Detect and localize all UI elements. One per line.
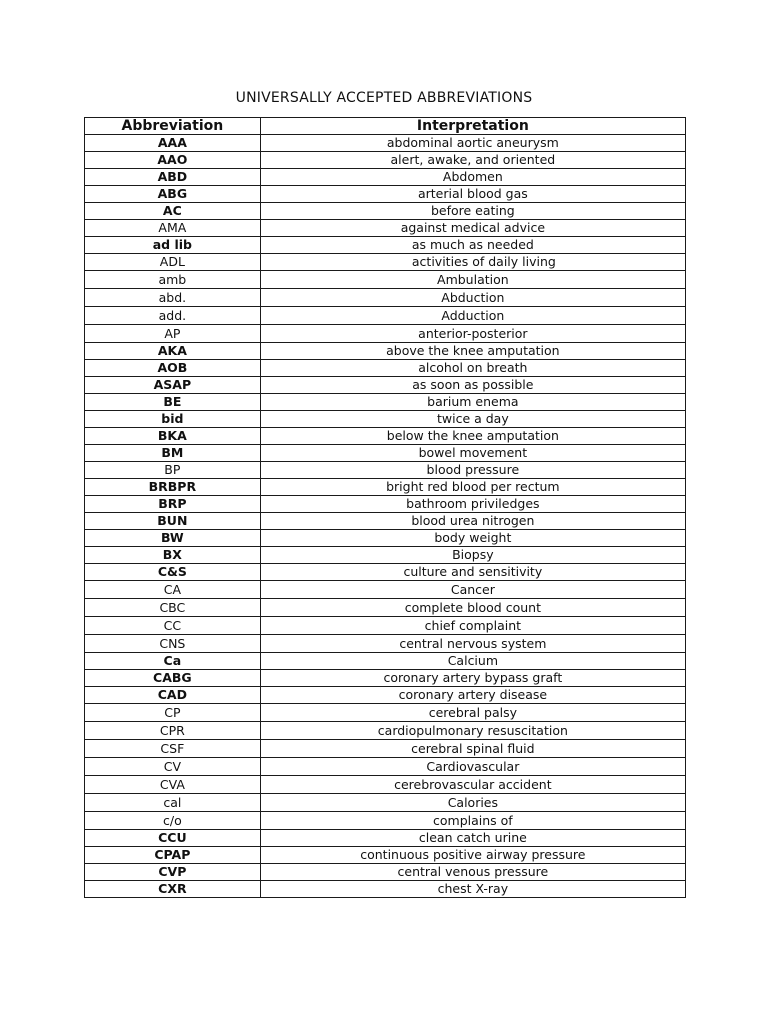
table-row [85,794,686,812]
table-row [85,394,686,411]
table-row [85,343,686,360]
abbreviation-cell: CV [85,758,261,776]
interpretation-cell: anterior-posterior [260,325,685,343]
interpretation-column-header: Interpretation [260,118,685,135]
interpretation-cell: cerebral palsy [260,704,685,722]
table-row [85,776,686,794]
interpretation-cell: above the knee amputation [260,343,685,360]
table-row [85,445,686,462]
interpretation-cell: central venous pressure [260,864,685,881]
abbreviation-cell: cal [85,794,261,812]
interpretation-cell: arterial blood gas [260,186,685,203]
table-row [85,670,686,687]
table-row [85,687,686,704]
table-header-row [85,118,686,135]
interpretation-cell: coronary artery disease [260,687,685,704]
table-row [85,462,686,479]
interpretation-cell: Calories [260,794,685,812]
abbreviation-cell: CPR [85,722,261,740]
table-row [85,411,686,428]
interpretation-cell: barium enema [260,394,685,411]
abbreviation-cell: abd. [85,289,261,307]
table-body [85,135,686,898]
table-row [85,812,686,830]
table-row [85,864,686,881]
abbreviation-cell: CSF [85,740,261,758]
abbreviation-cell: C&S [85,564,261,581]
abbreviation-cell: AKA [85,343,261,360]
table-row [85,617,686,635]
abbreviation-cell: CNS [85,635,261,653]
interpretation-cell: chest X-ray [260,881,685,898]
table-row [85,653,686,670]
abbreviation-cell: ad lib [85,237,261,254]
table-row [85,530,686,547]
table-row [85,135,686,152]
abbreviation-cell: AC [85,203,261,220]
abbreviation-cell: CXR [85,881,261,898]
table-row [85,271,686,289]
abbreviation-cell: ABD [85,169,261,186]
abbreviation-cell: BM [85,445,261,462]
table-row [85,220,686,237]
interpretation-cell: Calcium [260,653,685,670]
interpretation-cell: before eating [260,203,685,220]
abbreviation-cell: CA [85,581,261,599]
abbreviation-cell: bid [85,411,261,428]
abbreviation-cell: BW [85,530,261,547]
abbreviations-table [84,117,686,898]
interpretation-cell: coronary artery bypass graft [260,670,685,687]
table-row [85,581,686,599]
interpretation-cell: as much as needed [260,237,685,254]
table-row [85,325,686,343]
interpretation-cell: against medical advice [260,220,685,237]
table-row [85,740,686,758]
interpretation-cell: Abduction [260,289,685,307]
table-row [85,152,686,169]
table-row [85,203,686,220]
abbreviation-cell: BP [85,462,261,479]
table-row [85,635,686,653]
table-row [85,237,686,254]
abbreviation-cell: CC [85,617,261,635]
interpretation-cell: below the knee amputation [260,428,685,445]
abbreviation-cell: ABG [85,186,261,203]
abbreviation-cell: BX [85,547,261,564]
interpretation-cell: Cancer [260,581,685,599]
abbreviation-column-header: Abbreviation [85,118,261,135]
interpretation-cell: body weight [260,530,685,547]
table-row [85,564,686,581]
abbreviation-cell: ADL [85,254,261,271]
interpretation-cell: bowel movement [260,445,685,462]
abbreviation-cell: Ca [85,653,261,670]
interpretation-cell: as soon as possible [260,377,685,394]
interpretation-cell: Abdomen [260,169,685,186]
interpretation-cell: clean catch urine [260,830,685,847]
interpretation-cell: Adduction [260,307,685,325]
abbreviation-cell: CVP [85,864,261,881]
interpretation-cell: cardiopulmonary resuscitation [260,722,685,740]
abbreviation-cell: BE [85,394,261,411]
interpretation-cell: alcohol on breath [260,360,685,377]
table-row [85,847,686,864]
abbreviation-cell: AAA [85,135,261,152]
table-row [85,722,686,740]
abbreviation-cell: ASAP [85,377,261,394]
interpretation-cell: cerebral spinal fluid [260,740,685,758]
table-row [85,377,686,394]
abbreviation-cell: CP [85,704,261,722]
document-title: UNIVERSALLY ACCEPTED ABBREVIATIONS [235,90,533,106]
table-row [85,186,686,203]
interpretation-cell: cerebrovascular accident [260,776,685,794]
table-row [85,758,686,776]
interpretation-cell: abdominal aortic aneurysm [260,135,685,152]
abbreviation-cell: BRBPR [85,479,261,496]
table-row [85,881,686,898]
table-row [85,254,686,271]
abbreviation-cell: CPAP [85,847,261,864]
interpretation-cell: Cardiovascular [260,758,685,776]
abbreviation-cell: AP [85,325,261,343]
interpretation-cell: activities of daily living [260,254,685,271]
interpretation-cell: Ambulation [260,271,685,289]
abbreviation-cell: add. [85,307,261,325]
interpretation-cell: complains of [260,812,685,830]
abbreviation-cell: AMA [85,220,261,237]
abbreviation-cell: CABG [85,670,261,687]
abbreviation-cell: CCU [85,830,261,847]
interpretation-cell: twice a day [260,411,685,428]
interpretation-cell: chief complaint [260,617,685,635]
table-row [85,547,686,564]
table-row [85,169,686,186]
abbreviation-cell: BKA [85,428,261,445]
interpretation-cell: Biopsy [260,547,685,564]
abbreviation-cell: AOB [85,360,261,377]
interpretation-cell: continuous positive airway pressure [260,847,685,864]
interpretation-cell: blood pressure [260,462,685,479]
table-row [85,496,686,513]
abbreviation-cell: BUN [85,513,261,530]
abbreviation-cell: CVA [85,776,261,794]
interpretation-cell: blood urea nitrogen [260,513,685,530]
table-row [85,479,686,496]
interpretation-cell: bathroom priviledges [260,496,685,513]
table-row [85,360,686,377]
interpretation-cell: alert, awake, and oriented [260,152,685,169]
abbreviation-cell: c/o [85,812,261,830]
table-row [85,307,686,325]
table-row [85,289,686,307]
abbreviation-cell: AAO [85,152,261,169]
interpretation-cell: culture and sensitivity [260,564,685,581]
table-row [85,599,686,617]
abbreviation-cell: BRP [85,496,261,513]
table-row [85,830,686,847]
abbreviation-cell: CBC [85,599,261,617]
interpretation-cell: complete blood count [260,599,685,617]
interpretation-cell: central nervous system [260,635,685,653]
abbreviation-cell: amb [85,271,261,289]
interpretation-cell: bright red blood per rectum [260,479,685,496]
abbreviation-cell: CAD [85,687,261,704]
table-row [85,704,686,722]
table-row [85,428,686,445]
table-row [85,513,686,530]
